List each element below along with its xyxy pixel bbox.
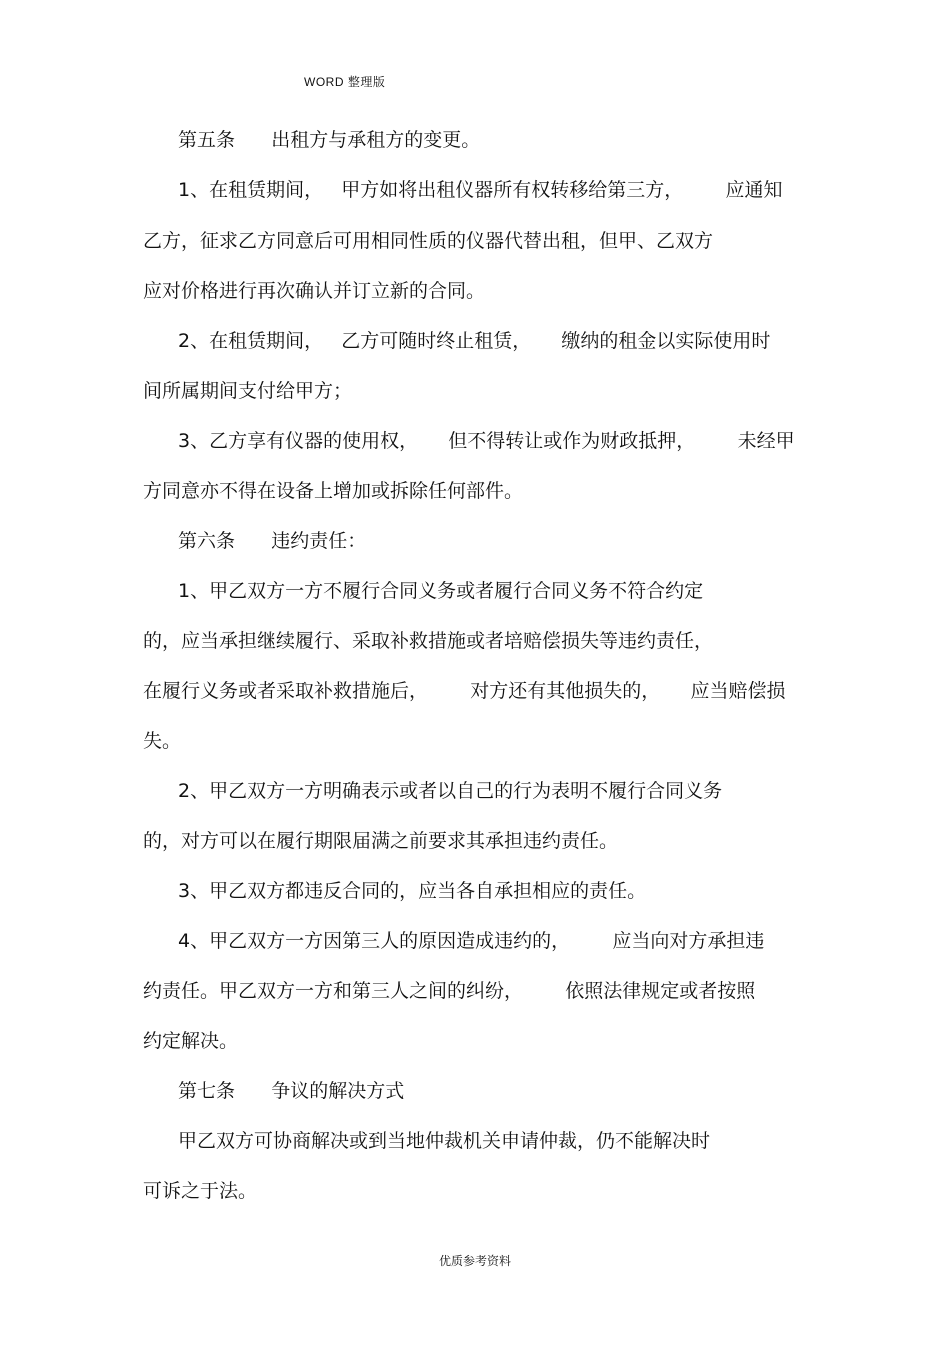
paragraph-line: 方同意亦不得在设备上增加或拆除任何部件。 (143, 480, 524, 502)
paragraph-line: 的，应当承担继续履行、采取补救措施或者培赔偿损失等违约责任， (143, 630, 714, 652)
paragraph-line: 在履行义务或者采取补救措施后， 对方还有其他损失的， 应当赔偿损 (143, 680, 786, 702)
paragraph-line: 可诉之于法。 (143, 1180, 258, 1202)
article-5-heading: 第五条 出租方与承租方的变更。 (178, 129, 481, 151)
paragraph-line: 2、在租赁期间， 乙方可随时终止租赁， 缴纳的租金以实际使用时 (178, 330, 771, 352)
paragraph-line: 甲乙双方可协商解决或到当地仲裁机关申请仲裁，仍不能解决时 (178, 1130, 711, 1152)
page-header: WORD 整理版 (304, 75, 386, 89)
paragraph-line: 乙方，征求乙方同意后可用相同性质的仪器代替出租，但甲、乙双方 (143, 230, 714, 252)
paragraph-line: 3、甲乙双方都违反合同的，应当各自承担相应的责任。 (178, 880, 647, 902)
paragraph-line: 1、甲乙双方一方不履行合同义务或者履行合同义务不符合约定 (178, 580, 704, 602)
paragraph-line: 间所属期间支付给甲方； (143, 380, 353, 402)
paragraph-line: 约定解决。 (143, 1030, 239, 1052)
paragraph-line: 3、乙方享有仪器的使用权， 但不得转让或作为财政抵押， 未经甲 (178, 430, 795, 452)
paragraph-line: 应对价格进行再次确认并订立新的合同。 (143, 280, 486, 302)
paragraph-line: 的，对方可以在履行期限届满之前要求其承担违约责任。 (143, 830, 619, 852)
paragraph-line: 失。 (143, 730, 182, 752)
article-7-heading: 第七条 争议的解决方式 (178, 1080, 405, 1102)
paragraph-line: 约责任。甲乙双方一方和第三人之间的纠纷， 依照法律规定或者按照 (143, 980, 756, 1002)
paragraph-line: 4、甲乙双方一方因第三人的原因造成违约的， 应当向对方承担违 (178, 930, 765, 952)
article-6-heading: 第六条 违约责任： (178, 530, 367, 552)
paragraph-line: 2、甲乙双方一方明确表示或者以自己的行为表明不履行合同义务 (178, 780, 723, 802)
page-footer: 优质参考资料 (438, 1254, 511, 1268)
paragraph-line: 1、在租赁期间， 甲方如将出租仪器所有权转移给第三方， 应通知 (178, 179, 783, 201)
